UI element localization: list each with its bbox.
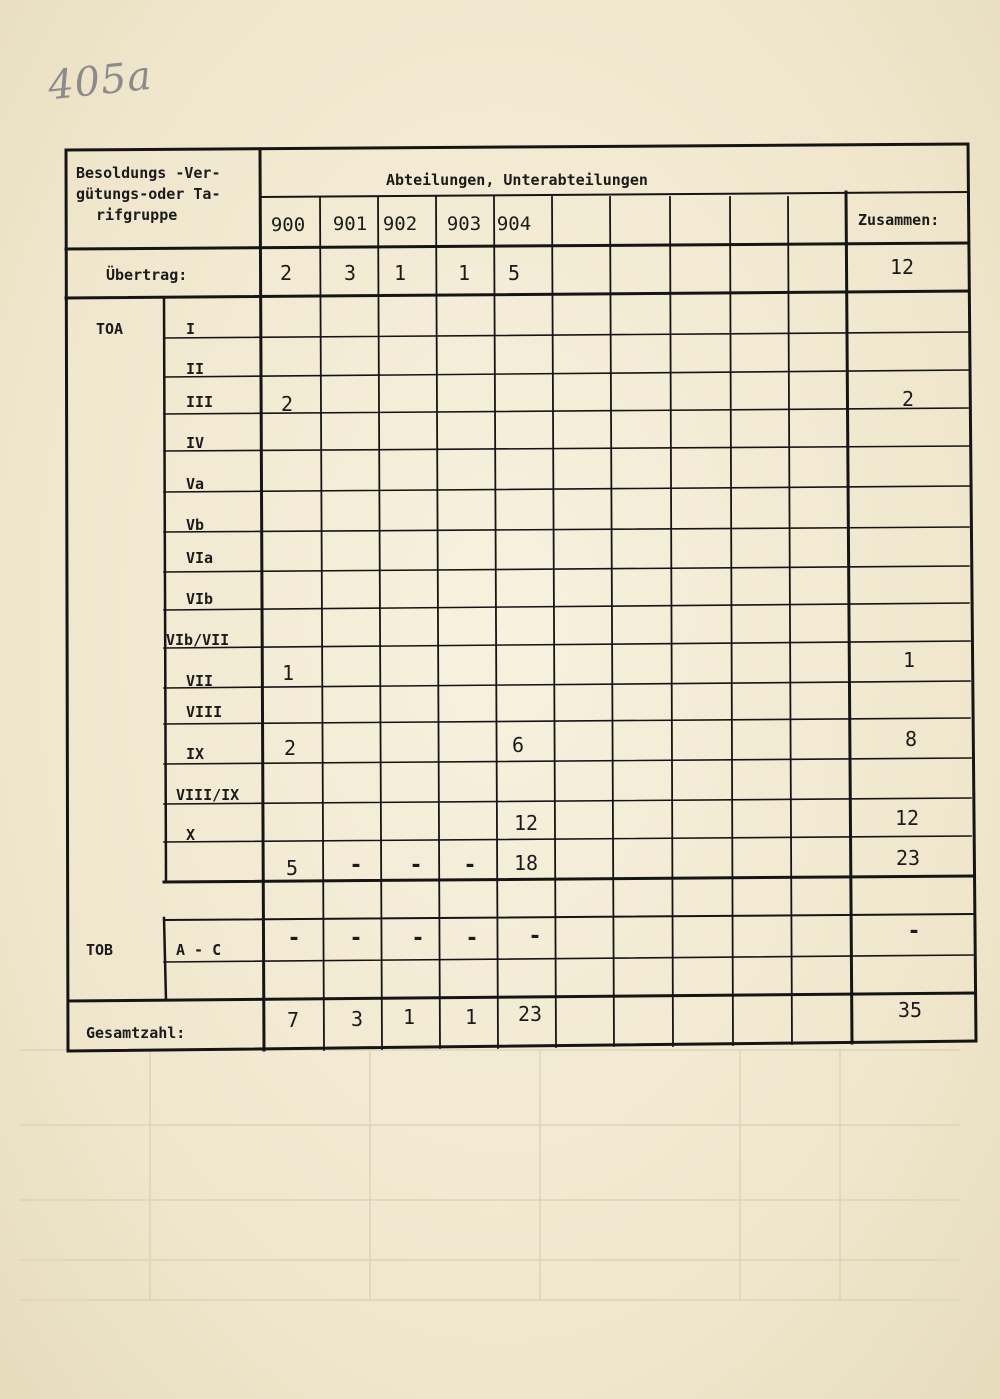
grade-label-VIb-VII: VIb/VII [166, 631, 230, 649]
grade-label-Vb: Vb [186, 516, 205, 534]
column-header-900: 900 [270, 214, 306, 236]
grade-label-VIII: VIII [186, 703, 223, 721]
grand-total-label: Gesamtzahl: [86, 1024, 186, 1042]
grade-label-VIb: VIb [186, 590, 214, 608]
column-header-902: 902 [382, 213, 418, 235]
grade-label-II: II [186, 360, 205, 378]
grade-label-I: I [186, 320, 196, 338]
total-IX: 8 [904, 727, 918, 751]
cell-IX-900: 2 [283, 736, 297, 760]
column-header-904: 904 [496, 213, 532, 235]
total-III: 2 [901, 387, 915, 411]
grade-label-VII: VII [186, 672, 214, 690]
grade-label-Va: Va [186, 475, 205, 493]
column-header-903: 903 [446, 213, 482, 235]
tob-value-902: - [411, 926, 425, 951]
tob-value-900: - [287, 926, 301, 951]
grade-label-VIa: VIa [186, 549, 214, 567]
total-column-header: Zusammen: [858, 211, 940, 229]
subtotal-total: 23 [895, 846, 921, 870]
subtotal-904: 18 [513, 851, 539, 875]
grand-total-total: 35 [897, 998, 923, 1022]
toa-label: TOA [96, 320, 124, 338]
tob-value-903: - [465, 926, 479, 951]
carry-value-901: 3 [343, 261, 357, 285]
grade-label-IV: IV [186, 434, 205, 452]
group-label-line-2: gütungs-oder Ta- [76, 185, 221, 203]
cell-X-904: 12 [513, 811, 539, 835]
cell-IX-904: 6 [511, 733, 525, 757]
total-VII: 1 [902, 648, 916, 672]
grand-total-902: 1 [402, 1005, 416, 1029]
tob-grade-label: A - C [176, 941, 222, 959]
handwritten-page-number: 405a [45, 52, 155, 110]
grand-total-903: 1 [464, 1005, 478, 1029]
carry-value-904: 5 [507, 261, 521, 285]
cell-III-900: 2 [280, 392, 294, 416]
tob-total: - [907, 919, 921, 944]
grand-total-904: 23 [517, 1002, 543, 1026]
column-header-901: 901 [332, 213, 368, 235]
tob-value-901: - [349, 926, 363, 951]
grand-total-900: 7 [286, 1008, 300, 1032]
carry-label: Übertrag: [106, 266, 188, 284]
tob-label: TOB [86, 941, 114, 959]
group-label-line-1: Besoldungs -Ver- [76, 164, 221, 182]
carry-total: 12 [889, 255, 915, 279]
subtotal-902: - [409, 853, 423, 878]
grade-label-X: X [186, 826, 196, 844]
grade-label-IX: IX [186, 745, 205, 763]
section-title: Abteilungen, Unterabteilungen [386, 171, 648, 189]
total-X: 12 [894, 806, 920, 830]
carry-value-902: 1 [393, 261, 407, 285]
grand-total-901: 3 [350, 1007, 364, 1031]
group-label-line-3: rifgruppe [96, 206, 178, 224]
carry-value-903: 1 [457, 261, 471, 285]
subtotal-900: 5 [285, 856, 299, 880]
cell-VII-900: 1 [281, 661, 295, 685]
subtotal-901: - [349, 853, 363, 878]
grade-label-III: III [186, 393, 214, 411]
grade-label-VIII-IX: VIII/IX [176, 786, 240, 804]
carry-value-900: 2 [279, 261, 293, 285]
tob-value-904: - [528, 924, 542, 949]
subtotal-903: - [463, 853, 477, 878]
